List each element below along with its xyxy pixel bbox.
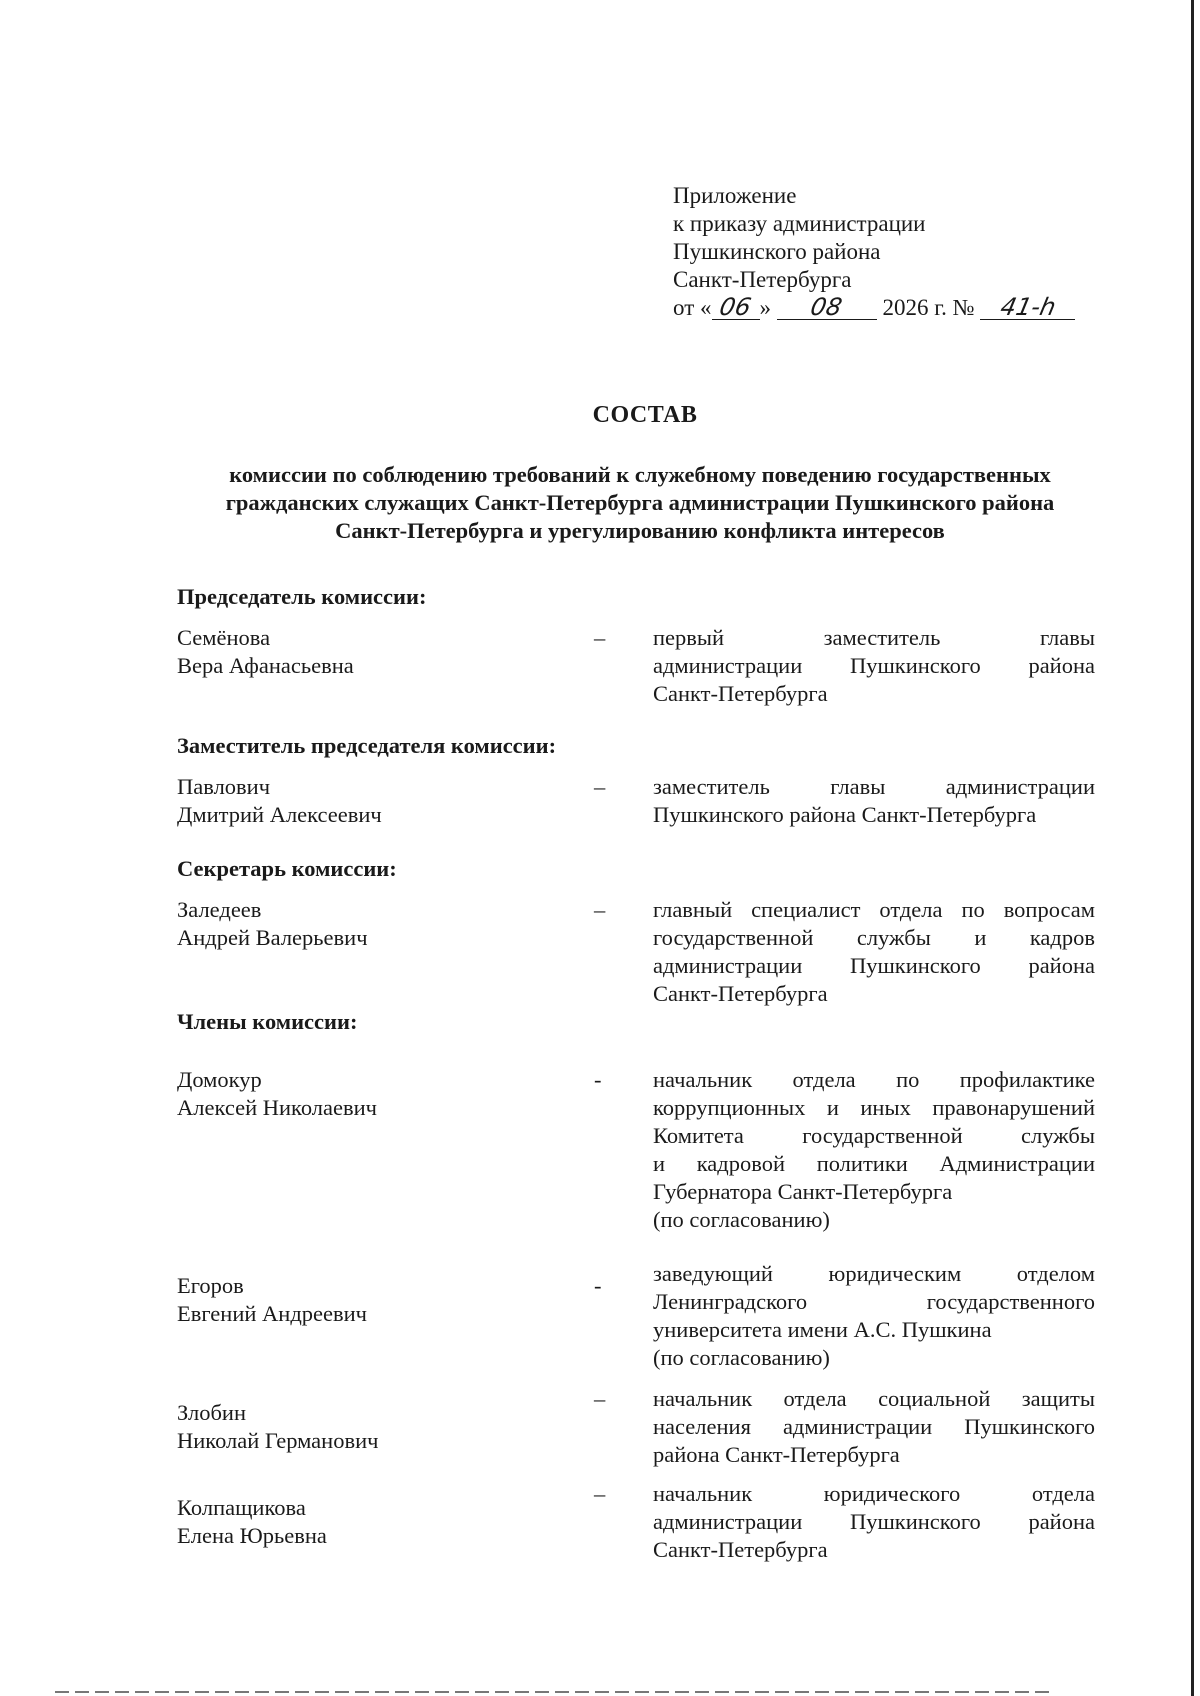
member-position xyxy=(653,624,1095,708)
appendix-block xyxy=(673,182,1075,322)
position-line: коррупционных и иных правонарушений xyxy=(653,1095,1095,1120)
member-dash: – xyxy=(594,625,606,650)
chair-heading: Председатель комиссии: xyxy=(177,584,427,609)
member-dash: – xyxy=(594,774,606,799)
member-name xyxy=(177,1494,327,1550)
scan-edge-bottom xyxy=(55,1691,1055,1693)
member-surname: Колпащикова xyxy=(177,1495,306,1520)
date-year: 2026 г. № xyxy=(882,295,975,320)
appendix-line: к приказу администрации xyxy=(673,211,926,236)
member-dash: - xyxy=(594,1067,602,1092)
subtitle-line: комиссии по соблюдению требований к служебному поведению государственных xyxy=(229,462,1051,487)
member-given-name: Николай Германович xyxy=(177,1428,379,1453)
member-position xyxy=(653,1066,1095,1234)
handwritten-order-number: 41-h xyxy=(980,295,1075,320)
deputy-heading: Заместитель председателя комиссии: xyxy=(177,733,557,758)
member-name xyxy=(177,896,368,952)
position-line: администрации Пушкинского района xyxy=(653,1509,1095,1534)
member-dash: – xyxy=(594,1386,606,1411)
member-dash: - xyxy=(594,1273,602,1298)
position-line: главный специалист отдела по вопросам xyxy=(653,897,1095,922)
position-line: администрации Пушкинского района xyxy=(653,953,1095,978)
member-given-name: Алексей Николаевич xyxy=(177,1095,377,1120)
member-position xyxy=(653,1480,1095,1564)
member-name xyxy=(177,773,382,829)
member-position xyxy=(653,896,1095,1008)
appendix-line: Приложение xyxy=(673,183,797,208)
position-line: заместитель главы администрации xyxy=(653,774,1095,799)
handwritten-month: 08 xyxy=(777,295,877,320)
position-line: начальник отдела социальной защиты xyxy=(653,1386,1095,1411)
member-surname: Семёнова xyxy=(177,625,271,650)
secretary-heading: Секретарь комиссии: xyxy=(177,856,397,881)
scan-edge-right xyxy=(1191,0,1194,1696)
member-position xyxy=(653,773,1095,829)
position-line: района Санкт-Петербурга xyxy=(653,1442,900,1467)
position-line: Губернатора Санкт-Петербурга xyxy=(653,1179,953,1204)
position-line: начальник юридического отдела xyxy=(653,1481,1095,1506)
position-line: начальник отдела по профилактике xyxy=(653,1067,1095,1092)
position-line: Комитета государственной службы xyxy=(653,1123,1095,1148)
position-line: Санкт-Петербурга xyxy=(653,981,828,1006)
member-name xyxy=(177,624,354,680)
appendix-line: Санкт-Петербурга xyxy=(673,267,852,292)
member-name xyxy=(177,1066,377,1122)
member-name xyxy=(177,1399,378,1455)
position-line: Пушкинского района Санкт-Петербурга xyxy=(653,802,1037,827)
member-dash: – xyxy=(594,897,606,922)
position-line: Санкт-Петербурга xyxy=(653,1537,828,1562)
order-date-line xyxy=(673,294,1075,322)
member-given-name: Евгений Андреевич xyxy=(177,1301,367,1326)
position-line: (по согласованию) xyxy=(653,1345,830,1370)
document-subtitle xyxy=(175,461,1105,545)
position-line: администрации Пушкинского района xyxy=(653,653,1095,678)
date-prefix: от « xyxy=(673,295,712,320)
position-line: заведующий юридическим отделом xyxy=(653,1261,1095,1286)
member-dash: – xyxy=(594,1481,606,1506)
handwritten-day: 06 xyxy=(712,295,760,320)
member-surname: Домокур xyxy=(177,1067,262,1092)
member-name xyxy=(177,1272,367,1328)
member-position xyxy=(653,1260,1095,1372)
member-surname: Павлович xyxy=(177,774,271,799)
position-line: населения администрации Пушкинского xyxy=(653,1414,1095,1439)
subtitle-line: гражданских служащих Санкт-Петербурга администрации Пушкинского района xyxy=(225,490,1055,515)
date-mid: » xyxy=(759,295,771,320)
subtitle-line: Санкт-Петербурга и урегулированию конфликта интересов xyxy=(335,518,945,543)
appendix-line: Пушкинского района xyxy=(673,239,881,264)
document-title: СОСТАВ xyxy=(592,402,698,428)
position-line: (по согласованию) xyxy=(653,1207,830,1232)
position-line: университета имени А.С. Пушкина xyxy=(653,1317,992,1342)
member-position xyxy=(653,1385,1095,1469)
position-line: государственной службы и кадров xyxy=(653,925,1095,950)
position-line: Санкт-Петербурга xyxy=(653,681,828,706)
member-surname: Заледеев xyxy=(177,897,262,922)
member-surname: Егоров xyxy=(177,1273,244,1298)
position-line: первый заместитель главы xyxy=(653,625,1095,650)
member-given-name: Андрей Валерьевич xyxy=(177,925,368,950)
member-given-name: Дмитрий Алексеевич xyxy=(177,802,382,827)
member-given-name: Вера Афанасьевна xyxy=(177,653,354,678)
members-heading: Члены комиссии: xyxy=(177,1009,358,1034)
position-line: и кадровой политики Администрации xyxy=(653,1151,1095,1176)
member-surname: Злобин xyxy=(177,1400,246,1425)
position-line: Ленинградского государственного xyxy=(653,1289,1095,1314)
member-given-name: Елена Юрьевна xyxy=(177,1523,327,1548)
